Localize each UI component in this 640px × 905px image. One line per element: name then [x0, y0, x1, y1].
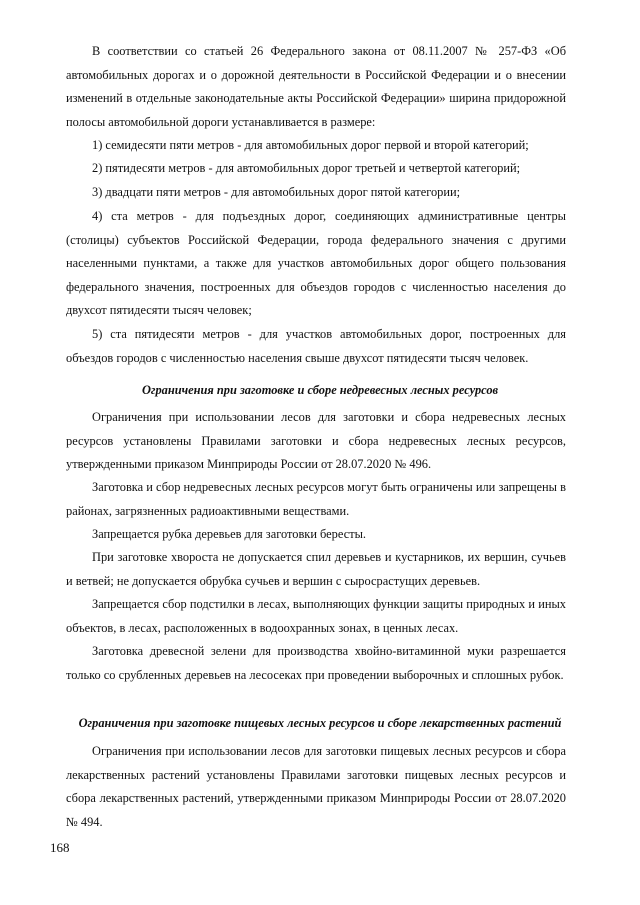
section1-paragraph-3: Запрещается рубка деревьев для заготовки бересты. [92, 527, 367, 541]
section1-heading: Ограничения при заготовке и сборе недревесных лесных ресурсов [141, 383, 499, 397]
list-item-3: 3) двадцати пяти метров - для автомобильных дорог пятой категории; [92, 185, 461, 199]
section2-heading: Ограничения при заготовке пищевых лесных ресурсов и сборе лекарственных растений [78, 716, 562, 730]
list-item-4: 4) ста метров - для подъездных дорог, соединяющих административные центры (столицы) субъектов Российской Федерации, города федерального значения с другими населенными пунктами, а также для участков автомобильных дорог общего пользования федерального значения, построенных для объездов городов с численностью населения до двухсот пятидесяти тысяч человек; [66, 209, 566, 318]
section2-paragraph-1: Ограничения при использовании лесов для заготовки пищевых лесных ресурсов и сбора лекарственных растений установлены Правилами заготовки пищевых лесных ресурсов и сбора лекарственных растений, утвержденными приказом Минприроды России от 28.07.2020 № 494. [66, 744, 566, 829]
section1-paragraph-4: При заготовке хвороста не допускается спил деревьев и кустарников, их вершин, сучьев и ветвей; не допускается обрубка сучьев и вершин с сыросрастущих деревьев. [66, 550, 566, 588]
section1-paragraph-5: Запрещается сбор подстилки в лесах, выполняющих функции защиты природных и иных объектов, в лесах, расположенных в водоохранных зонах, в ценных лесах. [66, 597, 566, 635]
list-item-5: 5) ста пятидесяти метров - для участков автомобильных дорог, построенных для объездов городов с численностью населения свыше двухсот пятидесяти тысяч человек. [66, 327, 566, 365]
section1-paragraph-2: Заготовка и сбор недревесных лесных ресурсов могут быть ограничены или запрещены в районах, загрязненных радиоактивными веществами. [66, 480, 566, 518]
section1-paragraph-6: Заготовка древесной зелени для производства хвойно-витаминной муки разрешается только со срубленных деревьев на лесосеках при проведении выборочных и сплошных рубок. [66, 644, 566, 682]
page-number: 168 [50, 840, 70, 855]
list-item-1: 1) семидесяти пяти метров - для автомобильных дорог первой и второй категорий; [92, 138, 529, 152]
intro-paragraph: В соответствии со статьей 26 Федерального закона от 08.11.2007 № 257-ФЗ «Об автомобильных дорогах и о дорожной деятельности в Российской Федерации и о внесении изменений в отдельные законодательные акты Российской Федерации» ширина придорожной полосы автомобильной дороги устанавливается в размере: [66, 44, 566, 129]
list-item-2: 2) пятидесяти метров - для автомобильных дорог третьей и четвертой категорий; [92, 161, 521, 175]
section1-paragraph-1: Ограничения при использовании лесов для заготовки и сбора недревесных лесных ресурсов установлены Правилами заготовки и сбора недревесных лесных ресурсов, утвержденными приказом Минприроды России от 28.07.2020 № 496. [66, 410, 566, 472]
